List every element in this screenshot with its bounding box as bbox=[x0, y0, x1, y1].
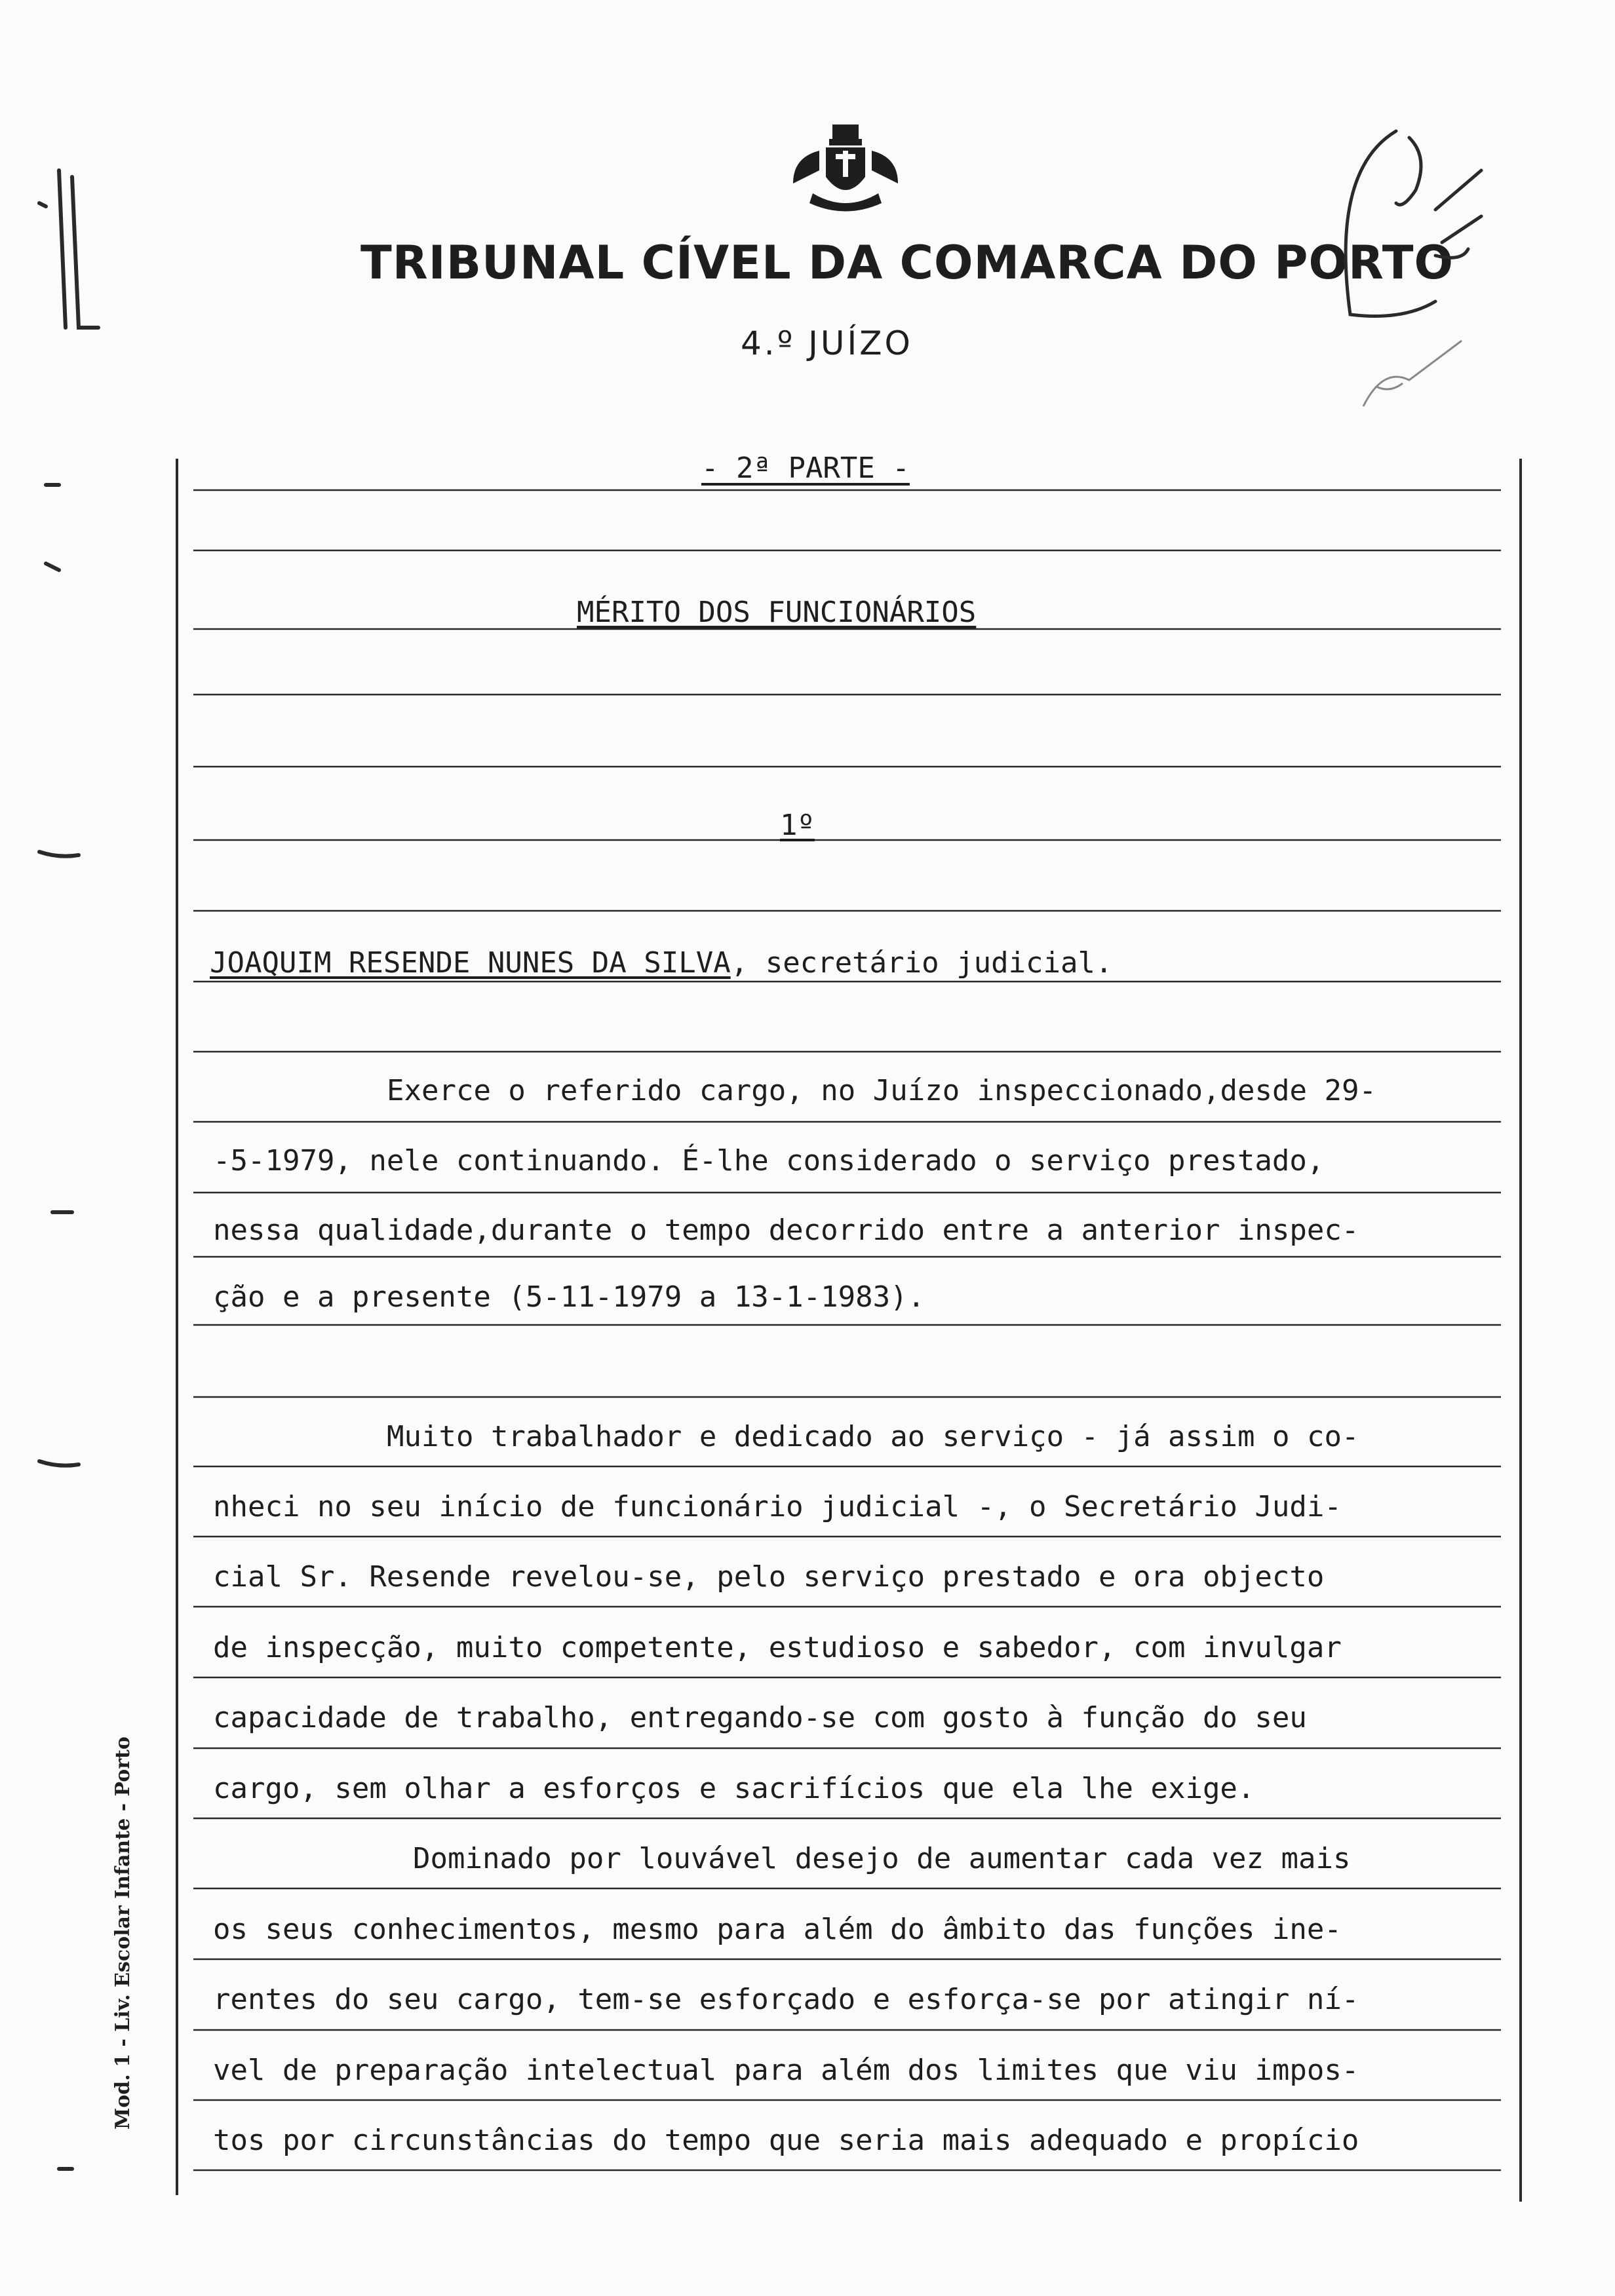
form-model-imprint: Mod. 1 - Liv. Escolar Infante - Porto bbox=[111, 1736, 134, 2130]
merit-heading: MÉRITO DOS FUNCIONÁRIOS bbox=[577, 596, 977, 629]
employee-name: JOAQUIM RESENDE NUNES DA SILVA bbox=[210, 946, 731, 980]
paragraph-line: rentes do seu cargo, tem-se esforçado e esforça-se por atingir ní- bbox=[213, 1983, 1359, 2016]
employee-line bbox=[210, 947, 1113, 980]
court-section: 4.º JUÍZO bbox=[741, 324, 913, 362]
paragraph-line: -5-1979, nele continuando. É-lhe considerado o serviço prestado, bbox=[213, 1144, 1325, 1177]
paragraph-line: nheci no seu início de funcionário judicial -, o Secretário Judi- bbox=[213, 1490, 1342, 1523]
paragraph-line: nessa qualidade,durante o tempo decorrido entre a anterior inspec- bbox=[213, 1214, 1359, 1247]
paragraph-line: tos por circunstâncias do tempo que seria mais adequado e propício bbox=[213, 2124, 1359, 2157]
paragraph-line: Exerce o referido cargo, no Juízo inspeccionado,desde 29- bbox=[387, 1074, 1376, 1107]
margin-marks-icon bbox=[13, 105, 118, 2202]
employee-role: , secretário judicial. bbox=[730, 946, 1113, 980]
part-heading: - 2ª PARTE - bbox=[701, 451, 910, 485]
paragraph-line: capacidade de trabalho, entregando-se com gosto à função do seu bbox=[213, 1701, 1307, 1734]
paragraph-line: Muito trabalhador e dedicado ao serviço - já assim o co- bbox=[387, 1420, 1359, 1453]
court-title: TRIBUNAL CÍVEL DA COMARCA DO PORTO bbox=[360, 236, 1454, 290]
paragraph-line: cial Sr. Resende revelou-se, pelo serviço prestado e ora objecto bbox=[213, 1560, 1325, 1594]
handwritten-signature-icon bbox=[1311, 111, 1527, 439]
paragraph-line: os seus conhecimentos, mesmo para além do âmbito das funções ine- bbox=[213, 1913, 1342, 1946]
paragraph-line: cargo, sem olhar a esforços e sacrifícios que ela lhe exige. bbox=[213, 1772, 1255, 1805]
number-heading: 1º bbox=[780, 809, 815, 842]
coat-of-arms-icon bbox=[780, 118, 911, 216]
paragraph-line: Dominado por louvável desejo de aumentar cada vez mais bbox=[413, 1842, 1351, 1875]
paragraph-line: vel de preparação intelectual para além dos limites que viu impos- bbox=[213, 2054, 1359, 2087]
paragraph-line: ção e a presente (5-11-1979 a 13-1-1983). bbox=[213, 1280, 925, 1314]
paragraph-line: de inspecção, muito competente, estudioso e sabedor, com invulgar bbox=[213, 1631, 1342, 1664]
